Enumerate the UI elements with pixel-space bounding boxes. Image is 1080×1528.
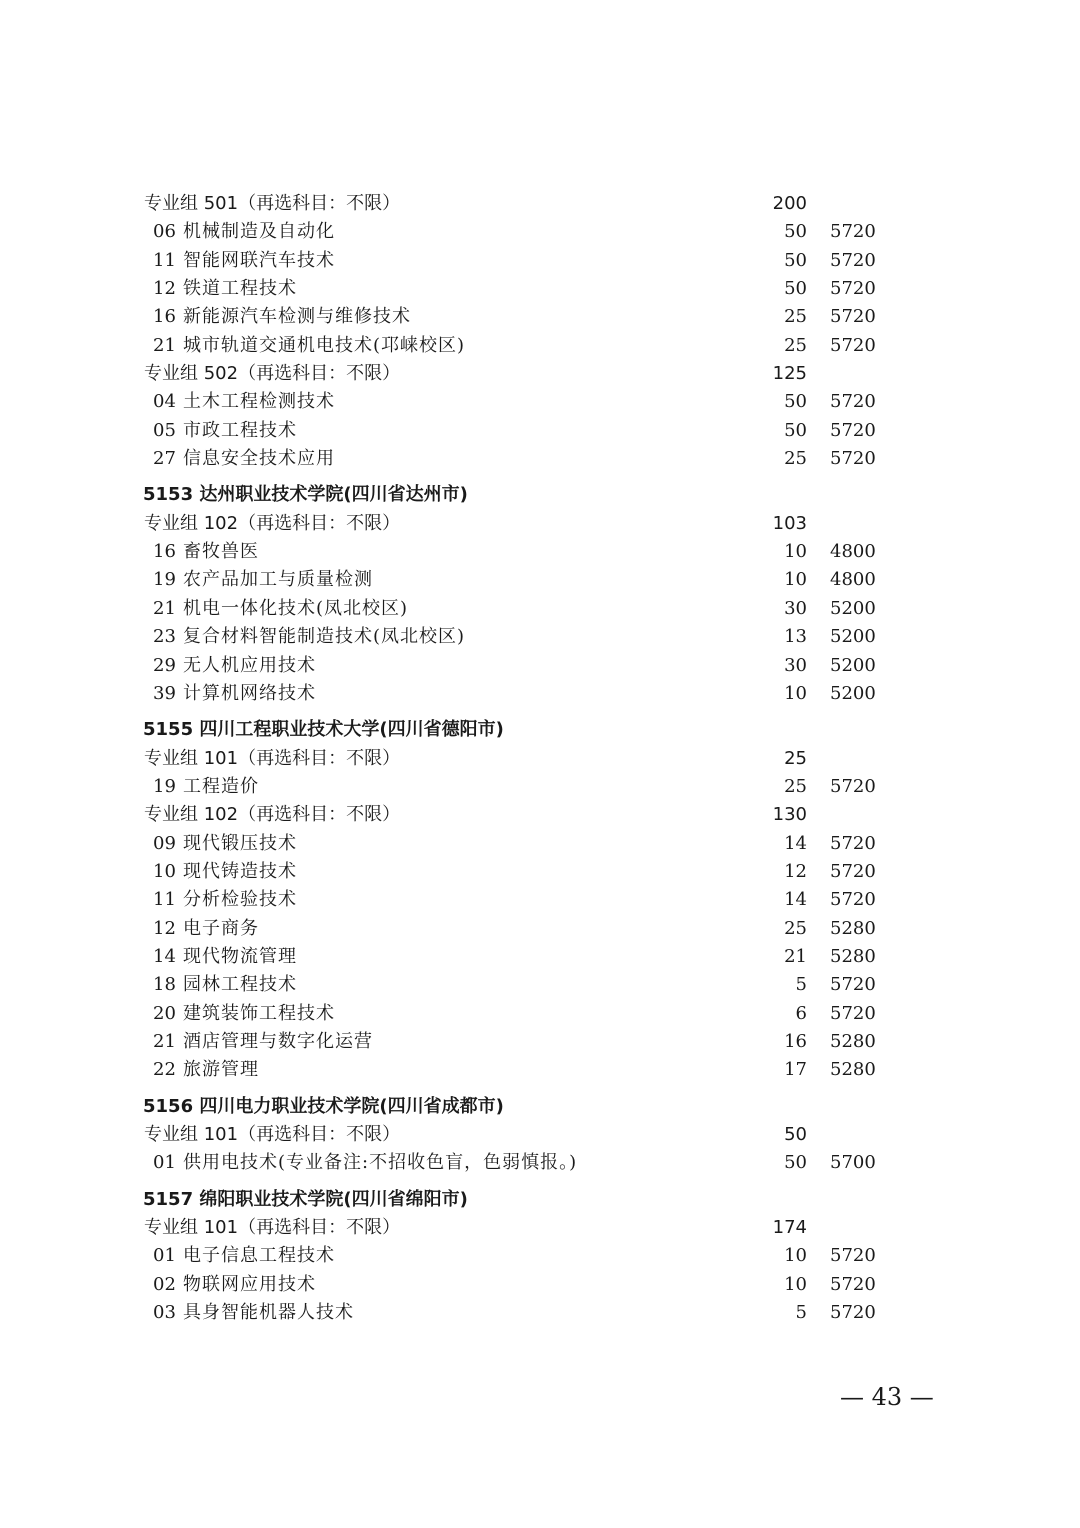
major-plan-count: 10 — [784, 1273, 807, 1295]
tuition-fee: 5700 — [830, 1152, 876, 1174]
major-name: 农产品加工与质量检测 — [183, 569, 373, 591]
major-group-row — [0, 1121, 1080, 1149]
major-name: 现代物流管理 — [183, 945, 297, 967]
tuition-fee: 5720 — [830, 334, 876, 356]
major-code: 27 — [153, 448, 176, 470]
major-plan-count: 50 — [784, 249, 807, 271]
major-plan-count: 50 — [784, 1152, 807, 1174]
major-group-label: 专业组 101（再选科目：不限） — [144, 1124, 401, 1145]
tuition-fee: 5720 — [830, 391, 876, 413]
major-row — [0, 773, 1080, 801]
tuition-fee: 5720 — [830, 974, 876, 996]
institution-heading — [0, 716, 1080, 744]
major-code: 21 — [153, 1030, 176, 1052]
major-row — [0, 275, 1080, 303]
major-plan-count: 30 — [784, 654, 807, 676]
major-plan-count: 25 — [784, 306, 807, 328]
tuition-fee: 5200 — [830, 626, 876, 648]
major-code: 02 — [153, 1273, 176, 1295]
institution-heading — [0, 1093, 1080, 1121]
major-plan-count: 30 — [784, 597, 807, 619]
major-plan-count: 10 — [784, 569, 807, 591]
major-plan-count: 50 — [784, 419, 807, 441]
major-code: 29 — [153, 654, 176, 676]
major-plan-count: 50 — [784, 391, 807, 413]
major-row — [0, 915, 1080, 943]
major-group-row — [0, 360, 1080, 388]
major-row — [0, 1028, 1080, 1056]
page-number: — 43 — — [840, 1383, 934, 1411]
major-code: 18 — [153, 974, 176, 996]
major-group-label: 专业组 102（再选科目：不限） — [144, 512, 401, 534]
major-code: 12 — [153, 917, 176, 939]
major-row — [0, 388, 1080, 416]
major-group-label: 专业组 101（再选科目：不限） — [144, 747, 401, 769]
major-plan-count: 16 — [784, 1030, 807, 1052]
major-name: 机电一体化技术(凤北校区) — [183, 597, 409, 619]
major-name: 土木工程检测技术 — [183, 391, 335, 413]
institution-label: 5157 绵阳职业技术学院(四川省绵阳市) — [143, 1188, 468, 1210]
major-plan-count: 50 — [784, 221, 807, 243]
major-code: 21 — [153, 597, 176, 619]
group-plan-count: 130 — [772, 804, 807, 826]
major-code: 14 — [153, 945, 176, 967]
major-row — [0, 1149, 1080, 1177]
major-row — [0, 247, 1080, 275]
major-plan-count: 14 — [784, 832, 807, 854]
group-plan-count: 25 — [784, 747, 807, 769]
major-row — [0, 1271, 1080, 1299]
major-group-row — [0, 1214, 1080, 1242]
major-name: 旅游管理 — [183, 1059, 259, 1081]
major-code: 23 — [153, 626, 176, 648]
major-plan-count: 5 — [795, 1302, 807, 1324]
major-name: 无人机应用技术 — [183, 654, 316, 676]
tuition-fee: 5280 — [830, 1059, 876, 1081]
major-name: 信息安全技术应用 — [183, 448, 335, 470]
major-plan-count: 10 — [784, 541, 807, 563]
major-name: 现代锻压技术 — [183, 832, 297, 854]
tuition-fee: 5280 — [830, 917, 876, 939]
major-group-label: 专业组 102（再选科目：不限） — [144, 804, 401, 826]
major-plan-count: 25 — [784, 448, 807, 470]
major-row — [0, 943, 1080, 971]
institution-heading — [0, 1186, 1080, 1214]
group-plan-count: 174 — [772, 1217, 807, 1239]
institution-label: 5156 四川电力职业技术学院(四川省成都市) — [143, 1095, 504, 1117]
major-code: 19 — [153, 569, 176, 591]
tuition-fee: 5280 — [830, 1030, 876, 1052]
major-name: 畜牧兽医 — [183, 541, 259, 563]
enrollment-plan-list — [0, 190, 1080, 1327]
major-code: 11 — [153, 889, 176, 911]
institution-label: 5153 达州职业技术学院(四川省达州市) — [143, 484, 468, 506]
major-row — [0, 595, 1080, 623]
major-name: 酒店管理与数字化运营 — [183, 1030, 373, 1052]
major-code: 06 — [153, 221, 176, 243]
major-row — [0, 971, 1080, 999]
major-name: 园林工程技术 — [183, 974, 297, 996]
tuition-fee: 5720 — [830, 306, 876, 328]
major-group-row — [0, 190, 1080, 218]
major-plan-count: 25 — [784, 775, 807, 797]
major-code: 16 — [153, 541, 176, 563]
major-plan-count: 5 — [795, 974, 807, 996]
major-plan-count: 50 — [784, 278, 807, 300]
tuition-fee: 5200 — [830, 682, 876, 704]
tuition-fee: 5720 — [830, 278, 876, 300]
major-row — [0, 680, 1080, 708]
major-code: 01 — [153, 1152, 176, 1174]
major-row — [0, 886, 1080, 914]
major-plan-count: 13 — [784, 626, 807, 648]
tuition-fee: 5280 — [830, 945, 876, 967]
tuition-fee: 5720 — [830, 1273, 876, 1295]
major-group-label: 专业组 101（再选科目：不限） — [144, 1217, 401, 1239]
major-row — [0, 303, 1080, 331]
major-name: 具身智能机器人技术 — [183, 1302, 354, 1324]
major-row — [0, 623, 1080, 651]
major-name: 现代铸造技术 — [183, 860, 297, 882]
major-row — [0, 858, 1080, 886]
major-code: 03 — [153, 1302, 176, 1324]
major-name: 计算机网络技术 — [183, 682, 316, 704]
major-plan-count: 10 — [784, 682, 807, 704]
major-row — [0, 1299, 1080, 1327]
tuition-fee: 5200 — [830, 654, 876, 676]
tuition-fee: 4800 — [830, 569, 876, 591]
major-name: 新能源汽车检测与维修技术 — [183, 306, 411, 328]
major-row — [0, 652, 1080, 680]
major-plan-count: 25 — [784, 917, 807, 939]
major-row — [0, 218, 1080, 246]
major-plan-count: 10 — [784, 1245, 807, 1267]
major-name: 市政工程技术 — [183, 419, 297, 441]
tuition-fee: 5720 — [830, 1302, 876, 1324]
major-code: 22 — [153, 1059, 176, 1081]
tuition-fee: 5720 — [830, 249, 876, 271]
tuition-fee: 5720 — [830, 1002, 876, 1024]
tuition-fee: 5720 — [830, 221, 876, 243]
major-code: 11 — [153, 249, 176, 271]
major-name: 建筑装饰工程技术 — [183, 1002, 335, 1024]
major-name: 复合材料智能制造技术(凤北校区) — [183, 626, 466, 648]
major-code: 19 — [153, 775, 176, 797]
tuition-fee: 5720 — [830, 419, 876, 441]
major-row — [0, 417, 1080, 445]
major-name: 电子信息工程技术 — [183, 1245, 335, 1267]
major-group-label: 专业组 501（再选科目：不限） — [144, 193, 401, 214]
tuition-fee: 5720 — [830, 860, 876, 882]
major-row — [0, 1000, 1080, 1028]
major-name: 物联网应用技术 — [183, 1273, 316, 1295]
group-plan-count: 103 — [772, 512, 807, 534]
group-plan-count: 125 — [772, 363, 807, 385]
major-plan-count: 14 — [784, 889, 807, 911]
major-code: 21 — [153, 334, 176, 356]
major-group-row — [0, 801, 1080, 829]
major-row — [0, 1242, 1080, 1270]
institution-heading — [0, 481, 1080, 509]
major-name: 智能网联汽车技术 — [183, 249, 335, 271]
tuition-fee: 5720 — [830, 889, 876, 911]
major-group-row — [0, 510, 1080, 538]
tuition-fee: 5720 — [830, 832, 876, 854]
major-row — [0, 538, 1080, 566]
tuition-fee: 5200 — [830, 597, 876, 619]
major-row — [0, 1056, 1080, 1084]
major-row — [0, 445, 1080, 473]
major-group-label: 专业组 502（再选科目：不限） — [144, 363, 401, 385]
major-plan-count: 21 — [784, 945, 807, 967]
institution-label: 5155 四川工程职业技术大学(四川省德阳市) — [143, 719, 504, 741]
tuition-fee: 5720 — [830, 1245, 876, 1267]
major-plan-count: 12 — [784, 860, 807, 882]
major-plan-count: 6 — [795, 1002, 807, 1024]
major-row — [0, 830, 1080, 858]
major-code: 05 — [153, 419, 176, 441]
major-name: 分析检验技术 — [183, 889, 297, 911]
major-code: 12 — [153, 278, 176, 300]
major-code: 10 — [153, 860, 176, 882]
major-plan-count: 17 — [784, 1059, 807, 1081]
major-code: 09 — [153, 832, 176, 854]
tuition-fee: 4800 — [830, 541, 876, 563]
major-group-row — [0, 745, 1080, 773]
major-name: 城市轨道交通机电技术(邛崃校区) — [183, 334, 466, 356]
major-name: 铁道工程技术 — [183, 278, 297, 300]
group-plan-count: 200 — [772, 193, 807, 214]
major-row — [0, 332, 1080, 360]
major-code: 01 — [153, 1245, 176, 1267]
tuition-fee: 5720 — [830, 448, 876, 470]
tuition-fee: 5720 — [830, 775, 876, 797]
major-name: 供用电技术(专业备注:不招收色盲，色弱慎报。) — [183, 1152, 578, 1174]
major-plan-count: 25 — [784, 334, 807, 356]
major-row — [0, 566, 1080, 594]
major-name: 工程造价 — [183, 775, 259, 797]
major-code: 39 — [153, 682, 176, 704]
major-name: 电子商务 — [183, 917, 259, 939]
major-name: 机械制造及自动化 — [183, 221, 335, 243]
major-code: 16 — [153, 306, 176, 328]
major-code: 04 — [153, 391, 176, 413]
major-code: 20 — [153, 1002, 176, 1024]
group-plan-count: 50 — [784, 1124, 807, 1145]
